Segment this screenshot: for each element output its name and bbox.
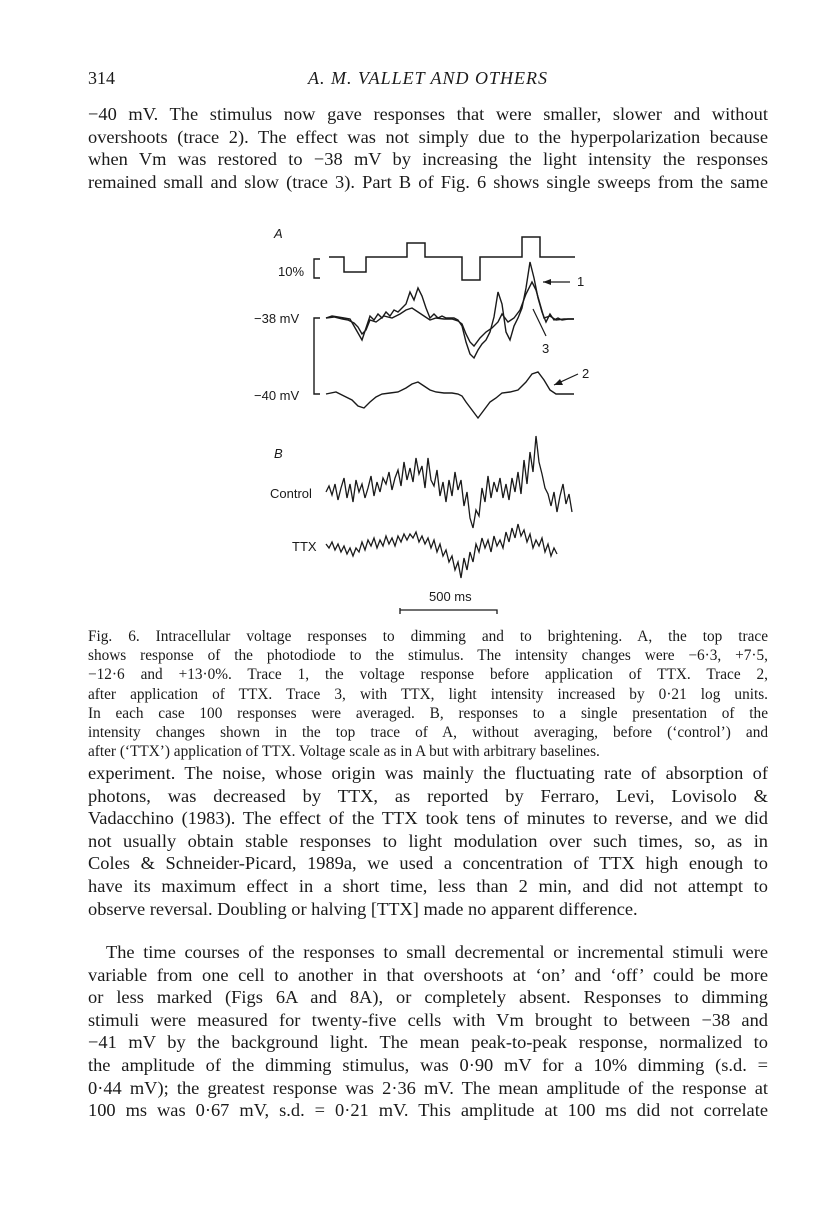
stimulus-trace — [329, 237, 575, 280]
text-line: 100 ms was 0·67 mV, s.d. = 0·21 mV. This amplitude at 100 ms did not correlate — [88, 1100, 768, 1121]
page-header — [88, 68, 768, 98]
trace-2 — [326, 372, 574, 418]
body-paragraph-top — [88, 103, 768, 193]
caption-line: −12·6 and +13·0%. Trace 1, the voltage response before application of TTX. Trace 2, — [88, 666, 768, 684]
text-line: −41 mV by the background light. The mean peak-to-peak response, normalized to — [88, 1032, 768, 1053]
time-scale-bar — [400, 608, 497, 614]
stimulus-scale-bar — [314, 259, 320, 278]
voltage-scale-bar — [314, 318, 320, 394]
text-line: remained small and slow (trace 3). Part B of Fig. 6 shows single sweeps from the same — [88, 171, 768, 192]
caption-line: intensity changes shown in the top trace of A, without averaging, before (‘control’) and — [88, 724, 768, 742]
text-line: or less marked (Figs 6A and 8A), or completely absent. Responses to dimming — [88, 987, 768, 1008]
trace-1-arrowhead — [543, 279, 551, 285]
stimulus-scale-label: 10% — [278, 264, 305, 279]
control-trace — [326, 436, 572, 528]
trace-number-2: 2 — [582, 366, 590, 381]
text-line: Coles & Schneider-Picard, 1989a, we used a concentration of TTX high enough to — [88, 853, 768, 874]
body-paragraph-time-courses — [88, 941, 768, 1122]
text-line: the amplitude of the dimming stimulus, was 0·90 mV for a 10% dimming (s.d. = — [88, 1054, 768, 1075]
text-line: not usually obtain stable responses to light modulation over such times, so, as in — [88, 830, 768, 851]
trace-number-1: 1 — [577, 274, 585, 289]
ttx-trace — [326, 524, 557, 578]
text-line: photons, was decreased by TTX, as reported by Ferraro, Levi, Lovisolo & — [88, 785, 768, 806]
text-line: overshoots (trace 2). The effect was not simply due to the hyperpolarization because — [88, 126, 768, 147]
body-paragraph-noise — [88, 762, 768, 920]
vm-label-40: −40 mV — [254, 388, 300, 403]
panel-b-label: B — [274, 446, 283, 461]
page-number: 314 — [88, 68, 115, 88]
trace-number-3: 3 — [542, 341, 550, 356]
caption-line: Fig. 6. Intracellular voltage responses to dimming and to brightening. A, the top trace — [88, 628, 768, 645]
caption-line: after application of TTX. Trace 3, with TTX, light intensity increased by 0·21 log units. — [88, 685, 768, 703]
text-line: variable from one cell to another in that overshoots at ‘on’ and ‘off’ could be more — [88, 964, 768, 985]
text-line: experiment. The noise, whose origin was mainly the fluctuating rate of absorption of — [88, 763, 768, 783]
panel-a-label: A — [274, 226, 283, 241]
ttx-label: TTX — [292, 539, 317, 554]
text-line: observe reversal. Doubling or halving [TTX] made no apparent difference. — [88, 898, 638, 919]
trace-3-pointer — [533, 309, 546, 336]
running-head: A. M. VALLET AND OTHERS — [307, 68, 549, 88]
text-line: have its maximum effect in a short time, less than 2 min, and did not attempt to — [88, 875, 768, 896]
figure-6 — [240, 222, 600, 622]
trace-1 — [326, 262, 574, 358]
caption-line: In each case 100 responses were averaged. B, responses to a single presentation of the — [88, 704, 768, 722]
text-line: when Vm was restored to −38 mV by increasing the light intensity the responses — [88, 149, 768, 170]
control-label: Control — [270, 486, 312, 501]
text-line: −40 mV. The stimulus now gave responses that were smaller, slower and without — [88, 104, 768, 124]
figure-traces — [240, 222, 600, 622]
caption-line: shows response of the photodiode to the stimulus. The intensity changes were −6·3, +7·5, — [88, 647, 768, 665]
caption-line: after (‘TTX’) application of TTX. Voltage scale as in A but with arbitrary baselines. — [88, 743, 600, 761]
text-line: Vadacchino (1983). The effect of the TTX took tens of minutes to reverse, and we did — [88, 808, 768, 829]
text-line: 0·44 mV); the greatest response was 2·36 mV. The mean amplitude of the response at — [88, 1077, 768, 1098]
time-scale-label: 500 ms — [429, 589, 472, 604]
text-line: stimuli were measured for twenty-five cells with Vm brought to between −38 and — [88, 1009, 768, 1030]
text-line: The time courses of the responses to small decremental or incremental stimuli were — [106, 942, 768, 962]
figure-caption — [88, 627, 768, 761]
vm-label-38: −38 mV — [254, 311, 300, 326]
